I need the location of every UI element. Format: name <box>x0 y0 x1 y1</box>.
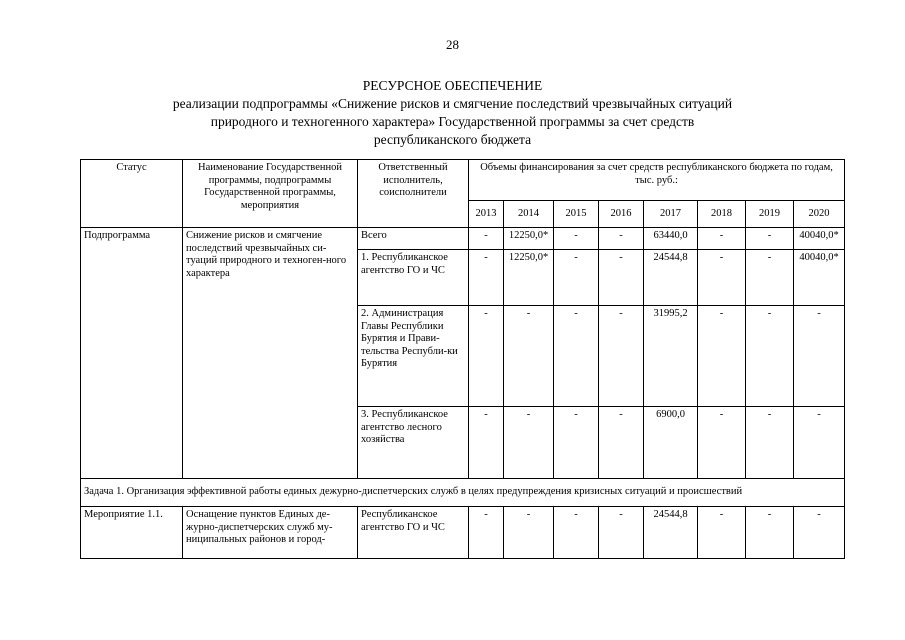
value-cell: - <box>746 228 794 250</box>
value-cell: 40040,0* <box>794 228 845 250</box>
title-line-1: РЕСУРСНОЕ ОБЕСПЕЧЕНИЕ <box>362 78 543 93</box>
header-year: 2016 <box>599 201 644 228</box>
value-cell: - <box>469 507 504 559</box>
value-cell: - <box>554 507 599 559</box>
header-status: Статус <box>81 160 183 228</box>
value-cell: - <box>698 250 746 306</box>
value-cell: - <box>554 250 599 306</box>
page-number: 28 <box>446 37 459 52</box>
value-cell: - <box>504 407 554 479</box>
subprogram-name: Снижение рисков и смягчение последствий чрезвычайных си-туаций природного и техноген-ного характера <box>183 228 358 479</box>
title-line-4: республиканского бюджета <box>373 132 532 147</box>
value-cell: - <box>554 228 599 250</box>
executor-cell: Всего <box>358 228 469 250</box>
value-cell: - <box>599 306 644 407</box>
document-title <box>60 77 845 149</box>
value-cell: 24544,8 <box>644 507 698 559</box>
value-cell: - <box>794 407 845 479</box>
measure-name: Оснащение пунктов Единых де-журно-диспетчерских служб му-ниципальных районов и город- <box>183 507 358 559</box>
value-cell: 24544,8 <box>644 250 698 306</box>
header-name: Наименование Государственной программы, подпрограммы Государственной программы, мероприятия <box>183 160 358 228</box>
task-title: Задача 1. Организация эффективной работы единых дежурно-диспетчерских служб в целях предупреждения кризисных ситуаций и происшествий <box>81 479 845 507</box>
value-cell: - <box>504 306 554 407</box>
resource-table <box>80 159 845 559</box>
value-cell: - <box>698 407 746 479</box>
value-cell: - <box>794 507 845 559</box>
title-line-2: реализации подпрограммы «Снижение рисков и смягчение последствий чрезвычайных ситуаций <box>172 96 733 111</box>
header-year: 2017 <box>644 201 698 228</box>
executor-cell: 1. Республиканское агентство ГО и ЧС <box>358 250 469 306</box>
header-year: 2018 <box>698 201 746 228</box>
value-cell: - <box>469 250 504 306</box>
table-row <box>81 228 845 250</box>
value-cell: - <box>554 306 599 407</box>
executor-cell: 3. Республиканское агентство лесного хозяйства <box>358 407 469 479</box>
value-cell: - <box>746 306 794 407</box>
executor-cell: Республиканское агентство ГО и ЧС <box>358 507 469 559</box>
header-funding: Объемы финансирования за счет средств республиканского бюджета по годам, тыс. руб.: <box>469 160 845 201</box>
value-cell: - <box>746 407 794 479</box>
value-cell: - <box>469 407 504 479</box>
value-cell: - <box>599 228 644 250</box>
value-cell: - <box>599 507 644 559</box>
title-line-3: природного и техногенного характера» Государственной программы за счет средств <box>210 114 695 129</box>
value-cell: - <box>698 306 746 407</box>
header-year: 2014 <box>504 201 554 228</box>
value-cell: - <box>746 507 794 559</box>
executor-cell: 2. Администрация Главы Республики Бурятия и Прави-тельства Республи-ки Бурятия <box>358 306 469 407</box>
value-cell: - <box>504 507 554 559</box>
header-executor: Ответственный исполнитель, соисполнители <box>358 160 469 228</box>
value-cell: 31995,2 <box>644 306 698 407</box>
header-year: 2020 <box>794 201 845 228</box>
task-row <box>81 479 845 507</box>
value-cell: - <box>554 407 599 479</box>
value-cell: 63440,0 <box>644 228 698 250</box>
value-cell: - <box>794 306 845 407</box>
header-year: 2019 <box>746 201 794 228</box>
subprogram-status: Подпрограмма <box>81 228 183 479</box>
measure-status: Мероприятие 1.1. <box>81 507 183 559</box>
value-cell: - <box>599 250 644 306</box>
value-cell: - <box>698 228 746 250</box>
value-cell: - <box>469 228 504 250</box>
value-cell: 40040,0* <box>794 250 845 306</box>
value-cell: - <box>698 507 746 559</box>
value-cell: 12250,0* <box>504 250 554 306</box>
header-year: 2013 <box>469 201 504 228</box>
header-row-1 <box>81 160 845 201</box>
value-cell: - <box>469 306 504 407</box>
table-row <box>81 507 845 559</box>
value-cell: 6900,0 <box>644 407 698 479</box>
value-cell: - <box>599 407 644 479</box>
value-cell: - <box>746 250 794 306</box>
header-year: 2015 <box>554 201 599 228</box>
value-cell: 12250,0* <box>504 228 554 250</box>
